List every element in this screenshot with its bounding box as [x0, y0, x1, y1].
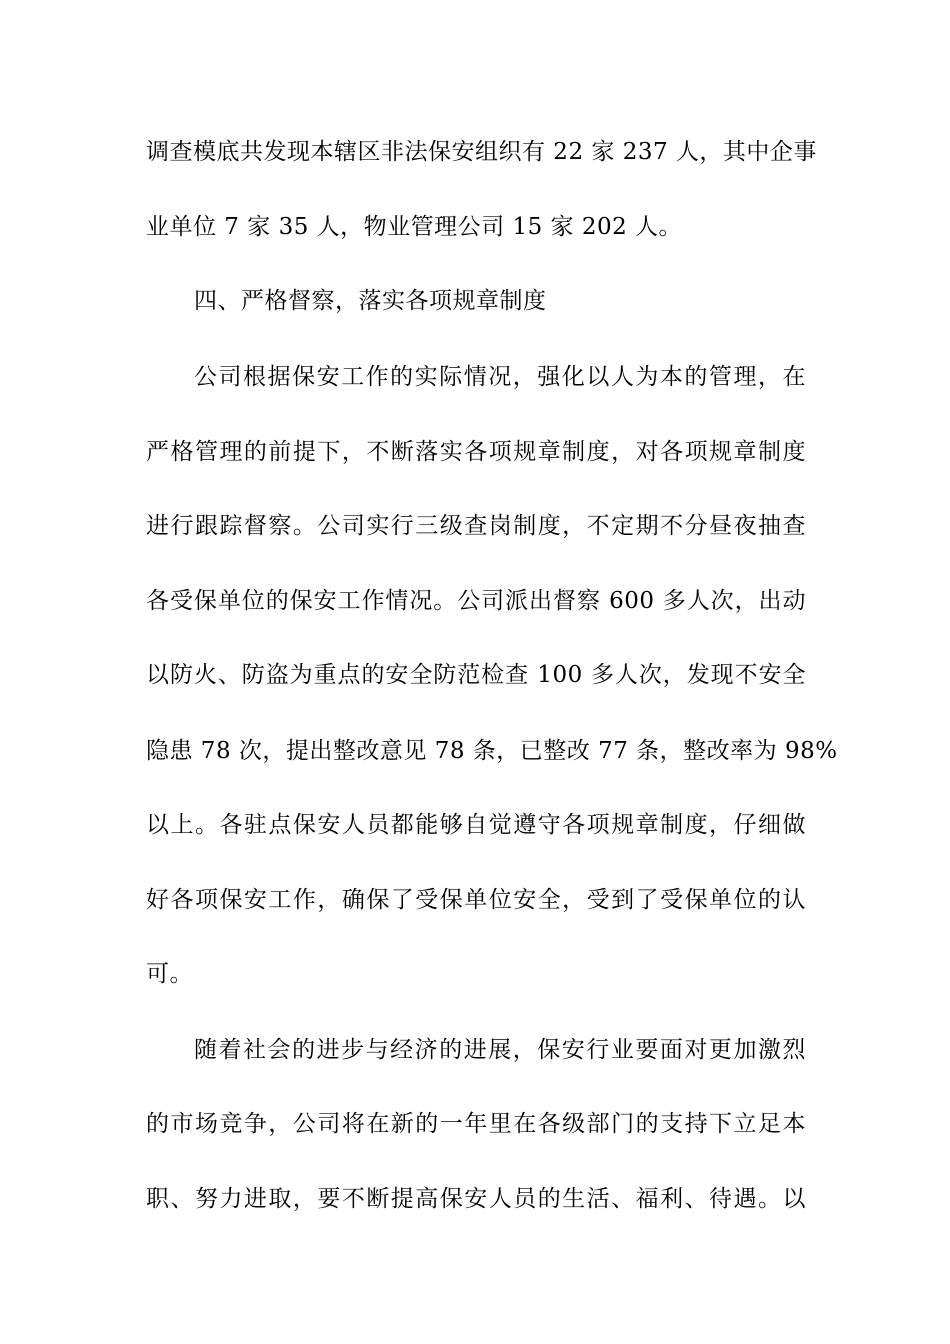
text-line: 业单位 7 家 35 人，物业管理公司 15 家 202 人。	[146, 214, 683, 240]
text-line: 可。	[146, 961, 193, 987]
text-line: 的市场竞争，公司将在新的一年里在各级部门的支持下立足本	[146, 1111, 806, 1137]
text-line: 以上。各驻点保安人员都能够自觉遵守各项规章制度，仔细做	[146, 812, 806, 838]
text-line: 隐患 78 次，提出整改意见 78 条，已整改 77 条，整改率为 98%	[146, 738, 838, 764]
text-line: 以防火、防盗为重点的安全防范检查 100 多人次，发现不安全	[146, 662, 806, 688]
text-line: 随着社会的进步与经济的进展，保安行业要面对更加激烈	[194, 1037, 806, 1063]
section-heading: 四、严格督察，落实各项规章制度	[194, 288, 547, 314]
text-line: 职、努力进取，要不断提高保安人员的生活、福利、待遇。以	[146, 1186, 806, 1212]
text-line: 严格管理的前提下，不断落实各项规章制度，对各项规章制度	[146, 439, 806, 465]
text-line: 进行跟踪督察。公司实行三级查岗制度，不定期不分昼夜抽查	[146, 513, 806, 539]
text-line: 好各项保安工作，确保了受保单位安全，受到了受保单位的认	[146, 887, 806, 913]
text-line: 调查模底共发现本辖区非法保安组织有 22 家 237 人，其中企事	[146, 139, 817, 165]
text-line: 公司根据保安工作的实际情况，强化以人为本的管理，在	[194, 364, 806, 390]
text-line: 各受保单位的保安工作情况。公司派出督察 600 多人次，出动	[146, 588, 806, 614]
